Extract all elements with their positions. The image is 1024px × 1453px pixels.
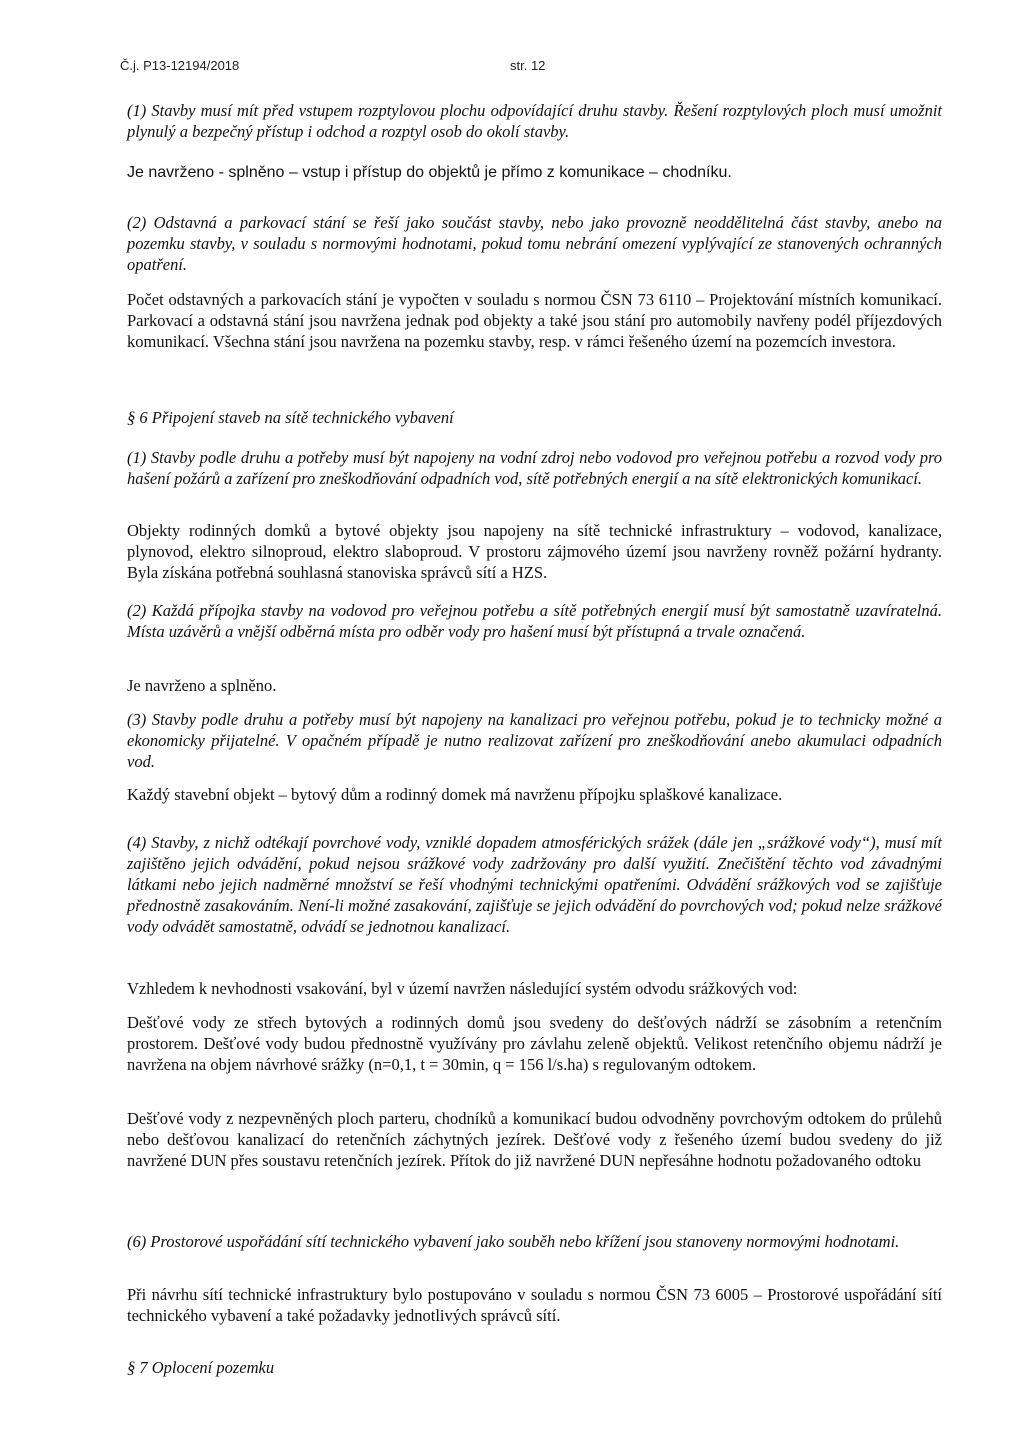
response-paragraph: Počet odstavných a parkovacích stání je vypočten v souladu s normou ČSN 73 6110 – Projektování místních komunikací. Parkovací a odstavná stání jsou navržena jednak pod objekty a také jsou stání pro automobily navřeny podél příjezdových komunikací. Všechna stání jsou navržena na pozemku stavby, resp. v rámci řešeného území na pozemcích investora. [127, 290, 942, 351]
section-heading: § 7 Oplocení pozemku [127, 1358, 275, 1377]
requirement-paragraph: (1) Stavby podle druhu a potřeby musí být napojeny na vodní zdroj nebo vodovod pro veřejnou potřebu a rozvod vody pro hašení požárů a zařízení pro zneškodňování odpadních vod, sítě potřebných energií a na sítě elektronických komunikací. [127, 448, 942, 488]
requirement-paragraph: (1) Stavby musí mít před vstupem rozptylovou plochu odpovídající druhu stavby. Řešení rozptylových ploch musí umožnit plynulý a bezpečný přístup i odchod a rozptyl osob do okolí stavby. [127, 101, 942, 141]
response-paragraph: Při návrhu sítí technické infrastruktury bylo postupováno v souladu s normou ČSN 73 6005 – Prostorové uspořádání sítí technického vybavení a také požadavky jednotlivých správců sítí. [127, 1285, 942, 1325]
response-paragraph: Dešťové vody z nezpevněných ploch parteru, chodníků a komunikací budou odvodněny povrchovým odtokem do průlehů nebo dešťovou kanalizací do retenčních záchytných jezírek. Dešťové vody z řešeného území budou svedeny do již navržené DUN přes soustavu retenčních jezírek. Přítok do již navržené DUN nepřesáhne hodnotu požadovaného odtoku [127, 1109, 942, 1170]
requirement-paragraph: (2) Odstavná a parkovací stání se řeší jako součást stavby, nebo jako provozně neoddělitelná část stavby, anebo na pozemku stavby, v souladu s normovými hodnotami, pokud tomu nebrání omezení vyplývající ze stanovených ochranných opatření. [127, 213, 942, 274]
requirement-paragraph: (2) Každá přípojka stavby na vodovod pro veřejnou potřebu a sítě potřebných energií musí být samostatně uzavíratelná. Místa uzávěrů a vnější odběrná místa pro odběr vody pro hašení musí být přístupná a trvale označená. [127, 601, 942, 641]
document-reference: Č.j. P13-12194/2018 [120, 58, 240, 73]
response-paragraph: Je navrženo a splněno. [127, 676, 277, 695]
response-paragraph: Dešťové vody ze střech bytových a rodinných domů jsou svedeny do dešťových nádrží se zásobním a retenčním prostorem. Dešťové vody budou přednostně využívány pro závlahu zeleně objektů. Velikost retenčního objemu nádrží je navržena na objem návrhové srážky (n=0,1, t = 30min, q = 156 l/s.ha) s regulovaným odtokem. [127, 1013, 942, 1074]
requirement-paragraph: (6) Prostorové uspořádání sítí technického vybavení jako souběh nebo křížení jsou stanoveny normovými hodnotami. [127, 1232, 900, 1251]
response-paragraph: Každý stavební objekt – bytový dům a rodinný domek má navrženu přípojku splaškové kanalizace. [127, 785, 783, 804]
page-number: str. 12 [510, 58, 546, 73]
response-paragraph: Objekty rodinných domků a bytové objekty jsou napojeny na sítě technické infrastruktury – vodovod, kanalizace, plynovod, elektro silnoproud, elektro slaboproud. V prostoru zájmového území jsou navrženy rovněž požární hydranty. Byla získána potřebná souhlasná stanoviska správců sítí a HZS. [127, 521, 942, 582]
requirement-paragraph: (3) Stavby podle druhu a potřeby musí být napojeny na kanalizaci pro veřejnou potřebu, pokud je to technicky možné a ekonomicky přijatelné. V opačném případě je nutno realizovat zařízení pro zneškodňování anebo akumulaci odpadních vod. [127, 710, 942, 771]
response-paragraph: Je navrženo - splněno – vstup i přístup do objektů je přímo z komunikace – chodníku. [127, 164, 732, 181]
requirement-paragraph: (4) Stavby, z nichž odtékají povrchové vody, vzniklé dopadem atmosférických srážek (dále jen „srážkové vody“), musí mít zajištěno jejich odvádění, pokud nejsou srážkové vody zadržovány pro další využití. Znečištění těchto vod závadnými látkami nebo jejich nadměrné množství se řeší vhodnými technickými opatřeními. Odvádění srážkových vod se zajišťuje přednostně zasakováním. Není-li možné zasakování, zajišťuje se jejich odvádění do povrchových vod; pokud nelze srážkové vody odvádět samostatně, odvádí se jednotnou kanalizací. [127, 833, 942, 936]
section-heading: § 6 Připojení staveb na sítě technického vybavení [127, 408, 454, 427]
response-paragraph: Vzhledem k nevhodnosti vsakování, byl v území navržen následující systém odvodu srážkových vod: [127, 979, 798, 998]
